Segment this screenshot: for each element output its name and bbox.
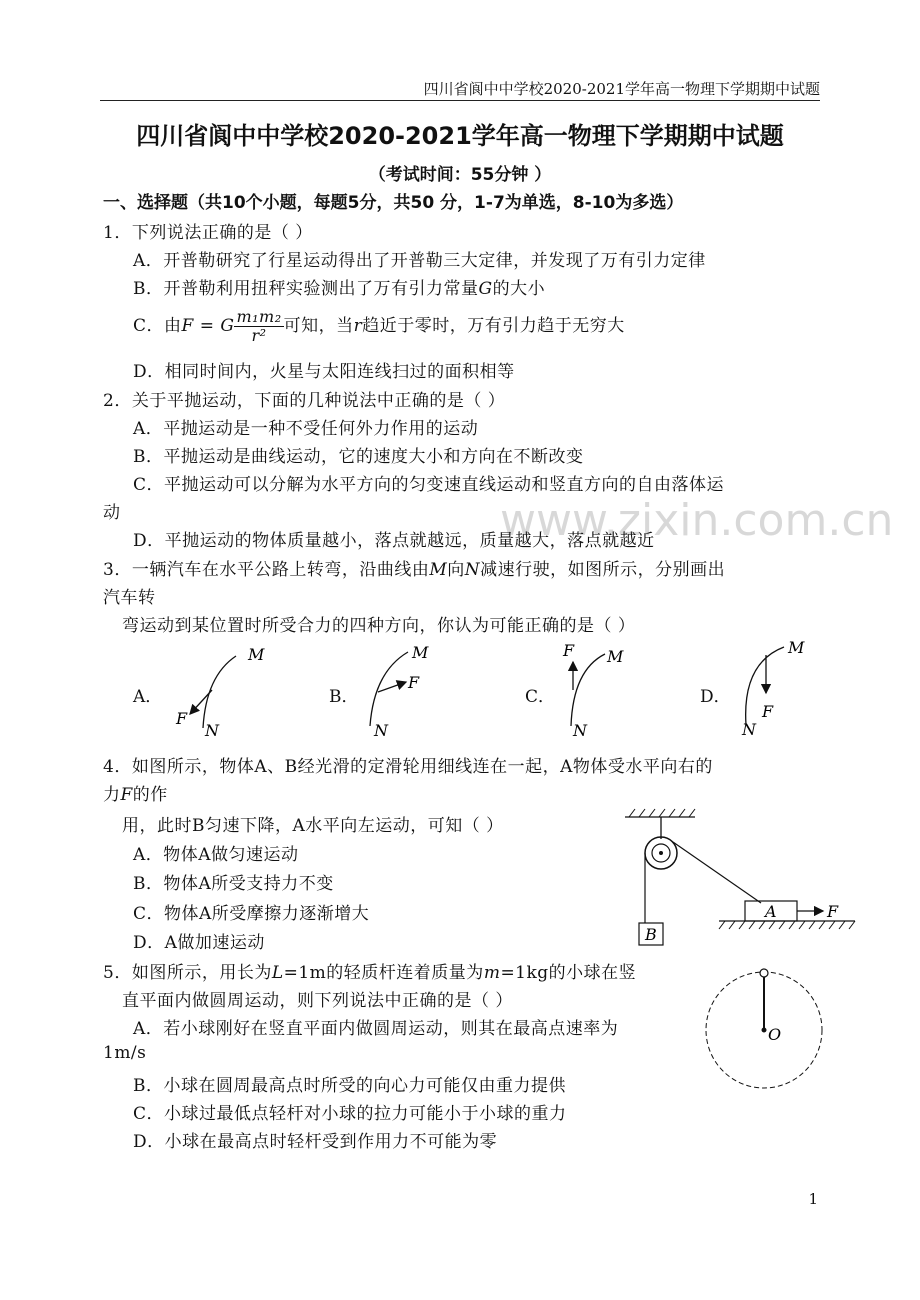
q5-option-b: B．小球在圆周最高点时所受的向心力可能仅由重力提供 bbox=[133, 1076, 566, 1096]
q3-stem-line2: 汽车转 bbox=[103, 588, 156, 608]
q1-c-lhs: F bbox=[181, 316, 194, 336]
q3-figure-d bbox=[730, 635, 830, 740]
q3d-label-n: N bbox=[742, 720, 756, 739]
q3d-label-m: M bbox=[788, 638, 805, 657]
q4-option-c: C．物体A所受摩擦力逐渐增大 bbox=[133, 904, 370, 924]
q4-label-a: A bbox=[765, 902, 777, 921]
q1-c-numerator: m₁m₂ bbox=[236, 307, 282, 326]
q1-b-text1: B．开普勒利用扭秤实验测出了万有引力常量 bbox=[133, 279, 479, 299]
q3-stem-line1 bbox=[103, 555, 725, 580]
header-divider bbox=[100, 100, 820, 101]
q3a-force-arrow bbox=[190, 690, 212, 714]
q3c-label-n: N bbox=[573, 721, 587, 740]
q3-option-b-label: B． bbox=[329, 687, 359, 707]
q4-stem-a: 力 bbox=[103, 785, 121, 805]
q1-c-denominator: r² bbox=[251, 326, 267, 345]
q3b-curve bbox=[370, 652, 408, 726]
q4-pulley-figure bbox=[615, 805, 860, 950]
q3-stem-c: 减速行驶，如图所示，分别画出 bbox=[480, 560, 726, 580]
q4-stem-line2 bbox=[103, 780, 168, 805]
q5-stem-b: =1m的轻质杆连着质量为 bbox=[283, 963, 484, 983]
q2-stem: 2．关于平抛运动，下面的几种说法中正确的是（ ） bbox=[103, 391, 506, 411]
q2-option-a: A．平抛运动是一种不受任何外力作用的运动 bbox=[133, 419, 479, 439]
q1-option-c bbox=[133, 308, 625, 345]
q1-c-r: r bbox=[353, 316, 363, 336]
q3c-label-f: F bbox=[563, 641, 575, 660]
q1-stem: 1．下列说法正确的是（ ） bbox=[103, 223, 313, 243]
q2-option-d: D．平抛运动的物体质量越小，落点就越远，质量越大，落点就越近 bbox=[133, 531, 655, 551]
running-header: 四川省阆中中学校2020-2021学年高一物理下学期期中试题 bbox=[423, 80, 820, 98]
q5-center bbox=[762, 1028, 767, 1033]
q3c-curve bbox=[571, 654, 605, 726]
q5-circle-figure bbox=[700, 962, 830, 1092]
q4-stem-line1: 4．如图所示，物体A、B经光滑的定滑轮用细线连在一起，A物体受水平向右的 bbox=[103, 757, 713, 777]
q5-stem-line2: 直平面内做圆周运动，则下列说法中正确的是（ ） bbox=[122, 991, 513, 1011]
q1-c-prefix: C．由 bbox=[133, 316, 182, 336]
q4-stem-F: F bbox=[120, 785, 133, 805]
q4-ceiling-hatch bbox=[629, 809, 695, 817]
q3a-label-m: M bbox=[248, 645, 265, 664]
q3-figure-a bbox=[170, 640, 270, 740]
page-number: 1 bbox=[808, 1190, 818, 1208]
watermark: www.zixin.com.cn bbox=[500, 495, 894, 546]
q3b-force-arrow bbox=[378, 682, 406, 692]
q5-label-o: O bbox=[768, 1025, 782, 1044]
q3-stem-a: 3．一辆汽车在水平公路上转弯，沿曲线由 bbox=[103, 560, 430, 580]
section-heading: 一、选择题（共10个小题，每题5分，共50 分，1-7为单选，8-10为多选） bbox=[103, 193, 684, 213]
q4-pulley-axle bbox=[659, 851, 663, 855]
q2-option-c-cont: 动 bbox=[103, 503, 121, 523]
q3-figure-c bbox=[555, 640, 655, 740]
q3-option-d-label: D． bbox=[700, 687, 731, 707]
q4-option-b: B．物体A所受支持力不变 bbox=[133, 874, 334, 894]
q1-c-mid: 可知，当 bbox=[283, 316, 354, 336]
q3b-label-n: N bbox=[374, 721, 388, 740]
q1-option-a: A．开普勒研究了行星运动得出了开普勒三大定律，并发现了万有引力定律 bbox=[133, 251, 706, 271]
q5-stem-L: L bbox=[271, 963, 284, 983]
q4-label-b: B bbox=[645, 925, 657, 944]
q5-option-a: A．若小球刚好在竖直平面内做圆周运动，则其在最高点速率为 bbox=[133, 1019, 619, 1039]
q5-stem-a: 5．如图所示，用长为 bbox=[103, 963, 272, 983]
q3-option-a-label: A． bbox=[133, 687, 163, 707]
q4-rope-slanted bbox=[673, 842, 761, 903]
q5-stem-m: m bbox=[483, 963, 501, 983]
q4-stem-line3: 用，此时B匀速下降，A水平向左运动，可知（ ） bbox=[122, 816, 504, 836]
q3b-label-m: M bbox=[412, 643, 429, 662]
q3-stem-M: M bbox=[429, 560, 448, 580]
q4-ground-hatch bbox=[719, 921, 855, 929]
page-title: 四川省阆中中学校2020-2021学年高一物理下学期期中试题 bbox=[136, 122, 784, 150]
q3a-label-n: N bbox=[205, 721, 219, 740]
q3d-label-f: F bbox=[762, 702, 774, 721]
q5-option-c: C．小球过最低点轻杆对小球的拉力可能小于小球的重力 bbox=[133, 1104, 567, 1124]
q1-c-eq: = G bbox=[193, 316, 235, 336]
q1-option-b bbox=[133, 274, 545, 299]
q3-figure-b bbox=[360, 640, 460, 740]
q2-option-b: B．平抛运动是曲线运动，它的速度大小和方向在不断改变 bbox=[133, 447, 584, 467]
q5-ball bbox=[760, 969, 768, 977]
q4-label-f: F bbox=[827, 902, 839, 921]
q3a-label-f: F bbox=[176, 709, 188, 728]
q1-b-text2: 的大小 bbox=[492, 279, 546, 299]
q2-option-c: C．平抛运动可以分解为水平方向的匀变速直线运动和竖直方向的自由落体运 bbox=[133, 475, 725, 495]
q1-b-symbol: G bbox=[478, 279, 493, 299]
q1-option-d: D．相同时间内，火星与太阳连线扫过的面积相等 bbox=[133, 362, 515, 382]
q3a-curve bbox=[203, 656, 236, 728]
q4-option-a: A．物体A做匀速运动 bbox=[133, 845, 299, 865]
q3-stem-N: N bbox=[464, 560, 481, 580]
q3-stem-b: 向 bbox=[447, 560, 465, 580]
q4-stem-b: 的作 bbox=[132, 785, 168, 805]
q5-stem-c: =1kg的小球在竖 bbox=[500, 963, 637, 983]
q4-option-d: D．A做加速运动 bbox=[133, 933, 265, 953]
q1-c-post: 趋近于零时，万有引力趋于无穷大 bbox=[362, 316, 625, 336]
q3c-label-m: M bbox=[607, 647, 624, 666]
q3-stem-line3: 弯运动到某位置时所受合力的四种方向，你认为可能正确的是（ ） bbox=[122, 616, 636, 636]
q5-stem-line1 bbox=[103, 958, 636, 983]
q5-option-d: D．小球在最高点时轻杆受到作用力不可能为零 bbox=[133, 1132, 498, 1152]
q3-option-c-label: C． bbox=[525, 687, 556, 707]
q1-c-fraction bbox=[234, 308, 283, 345]
q5-option-a-cont: 1m/s bbox=[103, 1043, 147, 1063]
q3b-label-f: F bbox=[408, 673, 420, 692]
exam-time: （考试时间：55分钟 ） bbox=[368, 165, 552, 185]
